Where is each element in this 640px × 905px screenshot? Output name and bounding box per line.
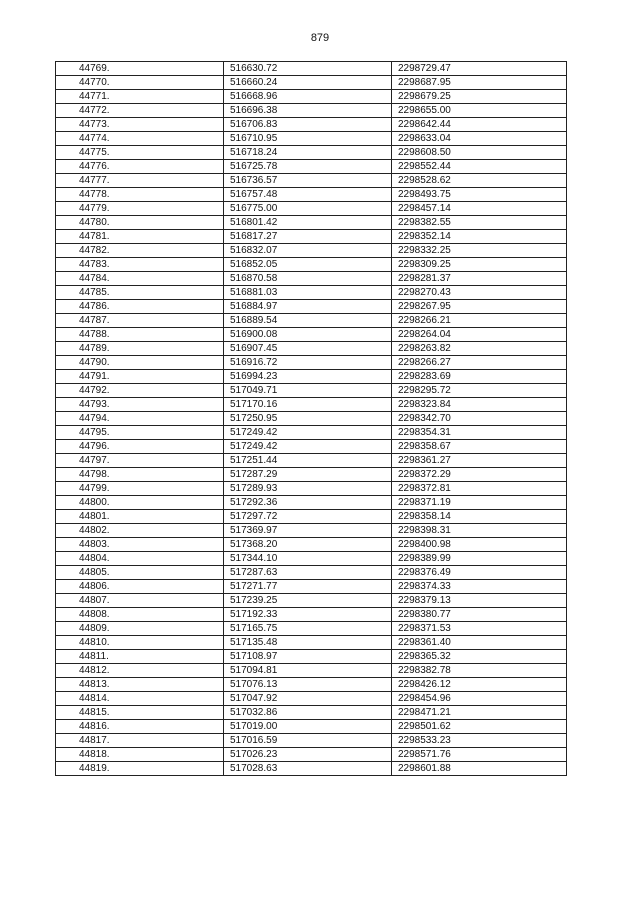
easting-cell: 517028.63: [224, 762, 392, 776]
northing-cell: 2298729.47: [392, 62, 567, 76]
northing-cell: 2298389.99: [392, 552, 567, 566]
easting-cell: 517047.92: [224, 692, 392, 706]
point-number-cell: 44817.: [56, 734, 224, 748]
table-row: [56, 538, 567, 552]
table-row: [56, 356, 567, 370]
northing-cell: 2298270.43: [392, 286, 567, 300]
northing-cell: 2298374.33: [392, 580, 567, 594]
northing-cell: 2298342.70: [392, 412, 567, 426]
easting-cell: 517292.36: [224, 496, 392, 510]
easting-cell: 517170.16: [224, 398, 392, 412]
point-number-cell: 44778.: [56, 188, 224, 202]
table-row: [56, 468, 567, 482]
northing-cell: 2298471.21: [392, 706, 567, 720]
northing-cell: 2298493.75: [392, 188, 567, 202]
point-number-cell: 44803.: [56, 538, 224, 552]
northing-cell: 2298264.04: [392, 328, 567, 342]
point-number-cell: 44802.: [56, 524, 224, 538]
northing-cell: 2298332.25: [392, 244, 567, 258]
table-row: [56, 608, 567, 622]
table-row: [56, 552, 567, 566]
northing-cell: 2298454.96: [392, 692, 567, 706]
northing-cell: 2298371.53: [392, 622, 567, 636]
point-number-cell: 44789.: [56, 342, 224, 356]
northing-cell: 2298642.44: [392, 118, 567, 132]
point-number-cell: 44815.: [56, 706, 224, 720]
easting-cell: 516870.58: [224, 272, 392, 286]
easting-cell: 516718.24: [224, 146, 392, 160]
easting-cell: 516994.23: [224, 370, 392, 384]
table-row: [56, 664, 567, 678]
point-number-cell: 44810.: [56, 636, 224, 650]
point-number-cell: 44770.: [56, 76, 224, 90]
northing-cell: 2298533.23: [392, 734, 567, 748]
easting-cell: 516757.48: [224, 188, 392, 202]
northing-cell: 2298601.88: [392, 762, 567, 776]
point-number-cell: 44801.: [56, 510, 224, 524]
northing-cell: 2298400.98: [392, 538, 567, 552]
table-row: [56, 524, 567, 538]
point-number-cell: 44787.: [56, 314, 224, 328]
point-number-cell: 44776.: [56, 160, 224, 174]
northing-cell: 2298358.67: [392, 440, 567, 454]
table-row: [56, 510, 567, 524]
coordinate-table: [55, 61, 567, 776]
point-number-cell: 44792.: [56, 384, 224, 398]
table-row: [56, 440, 567, 454]
easting-cell: 517368.20: [224, 538, 392, 552]
table-row: [56, 328, 567, 342]
point-number-cell: 44806.: [56, 580, 224, 594]
point-number-cell: 44779.: [56, 202, 224, 216]
easting-cell: 516668.96: [224, 90, 392, 104]
point-number-cell: 44800.: [56, 496, 224, 510]
northing-cell: 2298679.25: [392, 90, 567, 104]
point-number-cell: 44819.: [56, 762, 224, 776]
table-row: [56, 720, 567, 734]
easting-cell: 517026.23: [224, 748, 392, 762]
easting-cell: 516817.27: [224, 230, 392, 244]
table-row: [56, 454, 567, 468]
northing-cell: 2298655.00: [392, 104, 567, 118]
northing-cell: 2298687.95: [392, 76, 567, 90]
easting-cell: 516907.45: [224, 342, 392, 356]
table-row: [56, 314, 567, 328]
northing-cell: 2298358.14: [392, 510, 567, 524]
table-row: [56, 132, 567, 146]
table-row: [56, 202, 567, 216]
table-row: [56, 496, 567, 510]
easting-cell: 516852.05: [224, 258, 392, 272]
point-number-cell: 44788.: [56, 328, 224, 342]
point-number-cell: 44796.: [56, 440, 224, 454]
northing-cell: 2298354.31: [392, 426, 567, 440]
point-number-cell: 44807.: [56, 594, 224, 608]
point-number-cell: 44811.: [56, 650, 224, 664]
northing-cell: 2298633.04: [392, 132, 567, 146]
northing-cell: 2298283.69: [392, 370, 567, 384]
point-number-cell: 44777.: [56, 174, 224, 188]
northing-cell: 2298382.78: [392, 664, 567, 678]
easting-cell: 517108.97: [224, 650, 392, 664]
easting-cell: 517239.25: [224, 594, 392, 608]
table-row: [56, 748, 567, 762]
easting-cell: 517165.75: [224, 622, 392, 636]
table-row: [56, 412, 567, 426]
northing-cell: 2298376.49: [392, 566, 567, 580]
point-number-cell: 44794.: [56, 412, 224, 426]
northing-cell: 2298267.95: [392, 300, 567, 314]
point-number-cell: 44813.: [56, 678, 224, 692]
point-number-cell: 44809.: [56, 622, 224, 636]
easting-cell: 516630.72: [224, 62, 392, 76]
easting-cell: 517287.63: [224, 566, 392, 580]
coordinate-table-body: [56, 62, 567, 776]
table-row: [56, 594, 567, 608]
table-row: [56, 118, 567, 132]
point-number-cell: 44790.: [56, 356, 224, 370]
point-number-cell: 44774.: [56, 132, 224, 146]
easting-cell: 516881.03: [224, 286, 392, 300]
table-row: [56, 384, 567, 398]
easting-cell: 516736.57: [224, 174, 392, 188]
northing-cell: 2298263.82: [392, 342, 567, 356]
point-number-cell: 44799.: [56, 482, 224, 496]
easting-cell: 516889.54: [224, 314, 392, 328]
easting-cell: 517032.86: [224, 706, 392, 720]
point-number-cell: 44775.: [56, 146, 224, 160]
point-number-cell: 44773.: [56, 118, 224, 132]
table-row: [56, 90, 567, 104]
northing-cell: 2298552.44: [392, 160, 567, 174]
easting-cell: 517249.42: [224, 426, 392, 440]
point-number-cell: 44781.: [56, 230, 224, 244]
easting-cell: 517289.93: [224, 482, 392, 496]
point-number-cell: 44805.: [56, 566, 224, 580]
table-row: [56, 342, 567, 356]
table-row: [56, 188, 567, 202]
page-number: 879: [310, 32, 330, 44]
northing-cell: 2298371.19: [392, 496, 567, 510]
easting-cell: 517344.10: [224, 552, 392, 566]
easting-cell: 516710.95: [224, 132, 392, 146]
table-row: [56, 272, 567, 286]
northing-cell: 2298365.32: [392, 650, 567, 664]
point-number-cell: 44772.: [56, 104, 224, 118]
table-row: [56, 370, 567, 384]
easting-cell: 517249.42: [224, 440, 392, 454]
table-row: [56, 104, 567, 118]
easting-cell: 516832.07: [224, 244, 392, 258]
easting-cell: 516706.83: [224, 118, 392, 132]
table-row: [56, 258, 567, 272]
point-number-cell: 44786.: [56, 300, 224, 314]
northing-cell: 2298501.62: [392, 720, 567, 734]
northing-cell: 2298372.81: [392, 482, 567, 496]
northing-cell: 2298457.14: [392, 202, 567, 216]
easting-cell: 517369.97: [224, 524, 392, 538]
point-number-cell: 44808.: [56, 608, 224, 622]
northing-cell: 2298361.40: [392, 636, 567, 650]
table-row: [56, 706, 567, 720]
easting-cell: 517271.77: [224, 580, 392, 594]
table-row: [56, 650, 567, 664]
northing-cell: 2298309.25: [392, 258, 567, 272]
table-row: [56, 300, 567, 314]
easting-cell: 516696.38: [224, 104, 392, 118]
easting-cell: 517049.71: [224, 384, 392, 398]
easting-cell: 517135.48: [224, 636, 392, 650]
table-row: [56, 692, 567, 706]
point-number-cell: 44816.: [56, 720, 224, 734]
table-row: [56, 678, 567, 692]
point-number-cell: 44804.: [56, 552, 224, 566]
point-number-cell: 44793.: [56, 398, 224, 412]
easting-cell: 517076.13: [224, 678, 392, 692]
point-number-cell: 44791.: [56, 370, 224, 384]
table-row: [56, 482, 567, 496]
point-number-cell: 44780.: [56, 216, 224, 230]
point-number-cell: 44818.: [56, 748, 224, 762]
table-row: [56, 636, 567, 650]
table-row: [56, 622, 567, 636]
point-number-cell: 44795.: [56, 426, 224, 440]
table-row: [56, 146, 567, 160]
point-number-cell: 44785.: [56, 286, 224, 300]
table-row: [56, 62, 567, 76]
table-row: [56, 76, 567, 90]
easting-cell: 517251.44: [224, 454, 392, 468]
easting-cell: 516775.00: [224, 202, 392, 216]
easting-cell: 516725.78: [224, 160, 392, 174]
northing-cell: 2298398.31: [392, 524, 567, 538]
easting-cell: 517192.33: [224, 608, 392, 622]
easting-cell: 517094.81: [224, 664, 392, 678]
table-row: [56, 762, 567, 776]
point-number-cell: 44771.: [56, 90, 224, 104]
table-row: [56, 174, 567, 188]
easting-cell: 516660.24: [224, 76, 392, 90]
northing-cell: 2298372.29: [392, 468, 567, 482]
table-row: [56, 580, 567, 594]
northing-cell: 2298323.84: [392, 398, 567, 412]
point-number-cell: 44769.: [56, 62, 224, 76]
point-number-cell: 44798.: [56, 468, 224, 482]
northing-cell: 2298571.76: [392, 748, 567, 762]
northing-cell: 2298361.27: [392, 454, 567, 468]
easting-cell: 517019.00: [224, 720, 392, 734]
point-number-cell: 44784.: [56, 272, 224, 286]
table-row: [56, 426, 567, 440]
northing-cell: 2298295.72: [392, 384, 567, 398]
easting-cell: 516900.08: [224, 328, 392, 342]
northing-cell: 2298266.21: [392, 314, 567, 328]
easting-cell: 516801.42: [224, 216, 392, 230]
table-row: [56, 566, 567, 580]
point-number-cell: 44812.: [56, 664, 224, 678]
table-row: [56, 244, 567, 258]
table-row: [56, 398, 567, 412]
table-row: [56, 230, 567, 244]
point-number-cell: 44782.: [56, 244, 224, 258]
easting-cell: 517287.29: [224, 468, 392, 482]
northing-cell: 2298266.27: [392, 356, 567, 370]
northing-cell: 2298608.50: [392, 146, 567, 160]
northing-cell: 2298528.62: [392, 174, 567, 188]
point-number-cell: 44797.: [56, 454, 224, 468]
northing-cell: 2298380.77: [392, 608, 567, 622]
point-number-cell: 44814.: [56, 692, 224, 706]
point-number-cell: 44783.: [56, 258, 224, 272]
northing-cell: 2298379.13: [392, 594, 567, 608]
northing-cell: 2298281.37: [392, 272, 567, 286]
easting-cell: 517250.95: [224, 412, 392, 426]
easting-cell: 516884.97: [224, 300, 392, 314]
northing-cell: 2298352.14: [392, 230, 567, 244]
northing-cell: 2298382.55: [392, 216, 567, 230]
table-row: [56, 286, 567, 300]
table-row: [56, 734, 567, 748]
table-row: [56, 160, 567, 174]
easting-cell: 516916.72: [224, 356, 392, 370]
easting-cell: 517016.59: [224, 734, 392, 748]
northing-cell: 2298426.12: [392, 678, 567, 692]
easting-cell: 517297.72: [224, 510, 392, 524]
table-row: [56, 216, 567, 230]
